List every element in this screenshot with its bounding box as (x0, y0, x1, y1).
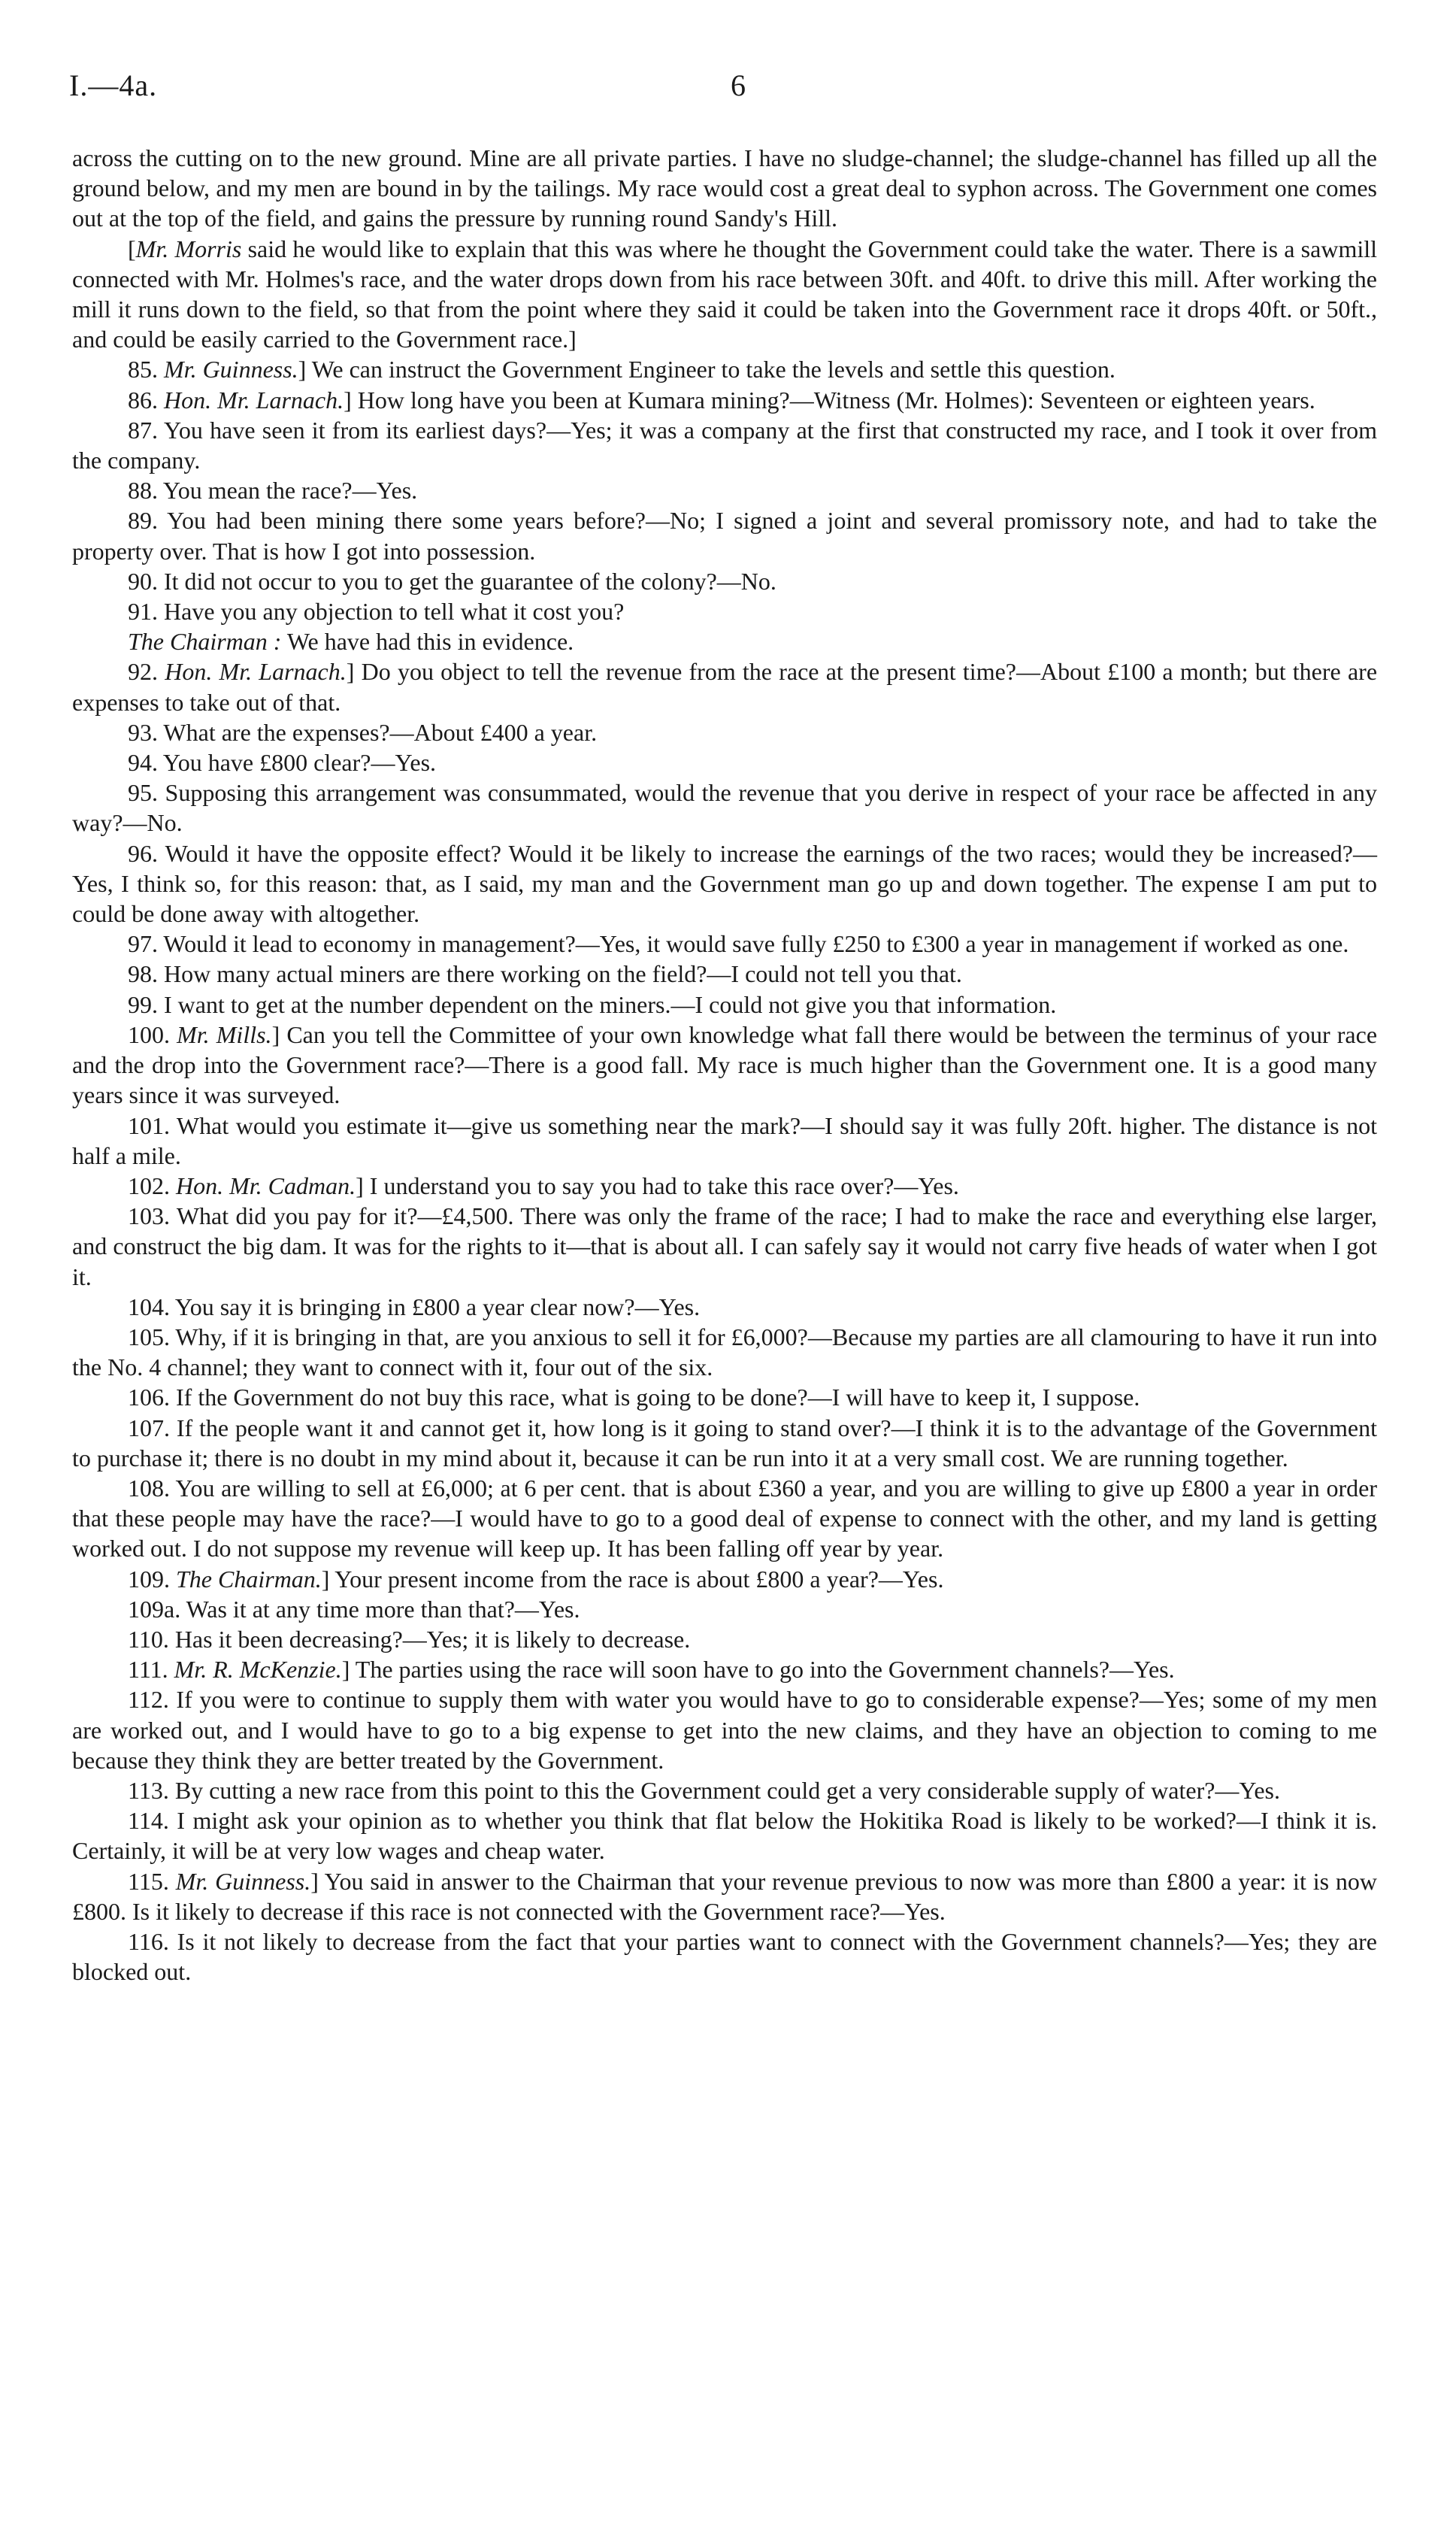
paragraph-text: 91. Have you any objection to tell what it cost you? (128, 598, 625, 626)
paragraph (72, 990, 1377, 1020)
paragraph (72, 656, 1377, 717)
paragraph-text: ] We can instruct the Government Engineer to take the levels and settle this question. (298, 356, 1115, 383)
page-header (69, 63, 1377, 108)
paragraph-text: ] How long have you been at Kumara mining?—Witness (Mr. Holmes): Seventeen or eighteen years. (344, 386, 1315, 414)
paragraph (72, 143, 1377, 234)
paragraph (72, 1292, 1377, 1322)
paragraph (72, 1684, 1377, 1775)
paragraph-text: ] Your present income from the race is about £800 a year?—Yes. (321, 1565, 944, 1593)
paragraph-text: 98. How many actual miners are there working on the field?—I could not tell you that. (128, 960, 962, 988)
paragraph (72, 626, 1377, 656)
speaker-name: Mr. Mills. (177, 1020, 272, 1048)
speaker-name: The Chairman. (176, 1565, 322, 1593)
paragraph (72, 959, 1377, 989)
paragraph-prefix: 102. (128, 1171, 176, 1199)
paragraph (72, 1171, 1377, 1201)
paragraph-text: 114. I might ask your opinion as to whether you think that flat below the Hokitika Road is likely to be worked?—I think it is. Certainly, it will be at very low wages and cheap water. (72, 1807, 1377, 1865)
paragraph-text: 90. It did not occur to you to get the guarantee of the colony?—No. (128, 567, 776, 595)
paragraph-text: 108. You are willing to sell at £6,000; at 6 per cent. that is about £360 a year, and you are willing to give up £800 a year in order that these people may have the race?—I would have to go to a good deal of expense to connect with the other, and my land is getting worked out. I do not suppose my revenue will keep up. It has been falling off year by year. (72, 1474, 1377, 1562)
paragraph-text: said he would like to explain that this was where he thought the Government could take the water. There is a sawmill connected with Mr. Holmes's race, and the water drops down from his race between 30ft. and 40ft. to drive this mill. After working the mill it runs down to the field, so that from the point where they said it could be taken into the Government race it drops 40ft. or 50ft., and could be easily carried to the Government race.] (72, 235, 1378, 353)
paragraph-text: 89. You had been mining there some years before?—No; I signed a joint and several promissory note, and had to take the property over. That is how I got into possession. (72, 507, 1377, 565)
paragraph-text: 96. Would it have the opposite effect? Would it be likely to increase the earnings of the two races; would they be increased?—Yes, I think so, for this reason: that, as I said, my man and the Government man go up and down together. The expense I am put to could be done away with altogether. (72, 839, 1377, 928)
paragraph (72, 1473, 1377, 1564)
paragraph (72, 566, 1377, 596)
paragraph (72, 1775, 1377, 1805)
paragraph (72, 717, 1377, 747)
speaker-name: Mr. Guinness. (164, 356, 298, 383)
speaker-name: Mr. Morris (135, 235, 242, 262)
speaker-name: Hon. Mr. Larnach. (164, 386, 344, 414)
paragraph-prefix: 109. (128, 1565, 176, 1593)
paragraph (72, 1201, 1377, 1292)
paragraph-text: ] I understand you to say you had to take this race over?—Yes. (356, 1171, 959, 1199)
paragraph (72, 1564, 1377, 1594)
paragraph (72, 596, 1377, 626)
document-reference: I.—4a. (69, 68, 158, 102)
paragraph-text: across the cutting on to the new ground. Mine are all private parties. I have no sludge-channel; the sludge-channel has filled up all the ground below, and my men are bound in by the tailings. My race would cost a great deal to syphon across. The Government one comes out at the top of the field, and gains the pressure by running round Sandy's Hill. (72, 144, 1377, 232)
paragraph-prefix: 111. (128, 1656, 174, 1684)
paragraph-text: 109a. Was it at any time more than that?—Yes. (128, 1595, 580, 1623)
paragraph (72, 1111, 1377, 1171)
paragraph-prefix: 86. (128, 386, 164, 414)
paragraph (72, 1866, 1377, 1926)
paragraph-text: 110. Has it been decreasing?—Yes; it is likely to decrease. (128, 1625, 691, 1653)
paragraph-text: ] Do you object to tell the revenue from the race at the present time?—About £100 a month; but there are expenses to take out of that. (72, 658, 1378, 716)
paragraph-text: 99. I want to get at the number dependent on the miners.—I could not give you that information. (128, 990, 1057, 1018)
paragraph-text: 101. What would you estimate it—give us something near the mark?—I should say it was fully 20ft. higher. The distance is not half a mile. (72, 1111, 1377, 1169)
paragraph-prefix: 115. (128, 1867, 176, 1895)
speaker-name: Hon. Mr. Larnach. (165, 658, 347, 686)
paragraph (72, 747, 1377, 777)
speaker-name: Mr. Guinness. (175, 1867, 311, 1895)
paragraph (72, 1654, 1377, 1684)
paragraph (72, 838, 1377, 929)
paragraph (72, 1926, 1377, 1987)
speaker-name: The Chairman : (128, 628, 282, 656)
paragraph (72, 1805, 1377, 1866)
paragraph (72, 1382, 1377, 1412)
paragraph-prefix: 100. (128, 1020, 177, 1048)
paragraph (72, 1020, 1377, 1111)
page-number: 6 (731, 68, 746, 102)
paragraph (72, 505, 1377, 565)
paragraph-text: 87. You have seen it from its earliest days?—Yes; it was a company at the first that constructed my race, and I took it over from the company. (72, 416, 1377, 474)
paragraph-text: 112. If you were to continue to supply them with water you would have to go to considerable expense?—Yes; some of my men are worked out, and I would have to go to a big expense to get into the new claims, and they have an objection to coming to me because they think they are better treated by the Government. (72, 1686, 1377, 1774)
paragraph (72, 354, 1377, 384)
document-body (72, 143, 1377, 1987)
paragraph (72, 1322, 1377, 1382)
paragraph-text: ] Can you tell the Committee of your own knowledge what fall there would be between the terminus of your race and the drop into the Government race?—There is a good fall. My race is much higher than the Government one. It is a good many years since it was surveyed. (72, 1020, 1378, 1109)
paragraph-text: 105. Why, if it is bringing in that, are you anxious to sell it for £6,000?—Because my parties are all clamouring to have it run into the No. 4 channel; they want to connect with it, four out of the six. (72, 1323, 1377, 1381)
speaker-name: Hon. Mr. Cadman. (176, 1171, 356, 1199)
paragraph (72, 777, 1377, 838)
paragraph-text: 94. You have £800 clear?—Yes. (128, 749, 437, 777)
paragraph-prefix: 85. (128, 356, 164, 383)
paragraph-prefix: [ (128, 235, 136, 262)
paragraph (72, 385, 1377, 415)
paragraph (72, 1594, 1377, 1624)
paragraph-text: We have had this in evidence. (281, 628, 574, 656)
speaker-name: Mr. R. McKenzie. (174, 1656, 342, 1684)
paragraph-text: 93. What are the expenses?—About £400 a year. (128, 718, 598, 746)
paragraph-text: 107. If the people want it and cannot get it, how long is it going to stand over?—I think it is to the advantage of the Government to purchase it; there is no doubt in my mind about it, because it can be run into it at a very small cost. We are running together. (72, 1414, 1377, 1472)
paragraph (72, 929, 1377, 959)
paragraph (72, 234, 1377, 355)
paragraph-text: 88. You mean the race?—Yes. (128, 477, 418, 505)
paragraph (72, 475, 1377, 505)
paragraph-text: ] You said in answer to the Chairman that your revenue previous to now was more than £800 a year: it is now £800. Is it likely to decrease if this race is not connected with the Government race?—Yes. (72, 1867, 1378, 1925)
paragraph-text: 104. You say it is bringing in £800 a year clear now?—Yes. (128, 1293, 701, 1320)
paragraph-prefix: 92. (128, 658, 165, 686)
paragraph (72, 1624, 1377, 1654)
paragraph-text: 103. What did you pay for it?—£4,500. There was only the frame of the race; I had to make the race and everything else larger, and construct the big dam. It was for the rights to it—that is about all. I can safely say it would not carry five heads of water when I got it. (72, 1202, 1377, 1290)
paragraph-text: 116. Is it not likely to decrease from the fact that your parties want to connect with the Government channels?—Yes; they are blocked out. (72, 1927, 1377, 1986)
paragraph-text: 113. By cutting a new race from this point to this the Government could get a very considerable supply of water?—Yes. (128, 1776, 1280, 1804)
paragraph-text: ] The parties using the race will soon have to go into the Government channels?—Yes. (341, 1656, 1175, 1684)
paragraph-text: 97. Would it lead to economy in management?—Yes, it would save fully £250 to £300 a year in management if worked as one. (128, 930, 1349, 958)
paragraph (72, 1413, 1377, 1473)
paragraph-text: 106. If the Government do not buy this race, what is going to be done?—I will have to keep it, I suppose. (128, 1384, 1140, 1411)
paragraph-text: 95. Supposing this arrangement was consummated, would the revenue that you derive in respect of your race be affected in any way?—No. (72, 779, 1377, 837)
paragraph (72, 415, 1377, 475)
